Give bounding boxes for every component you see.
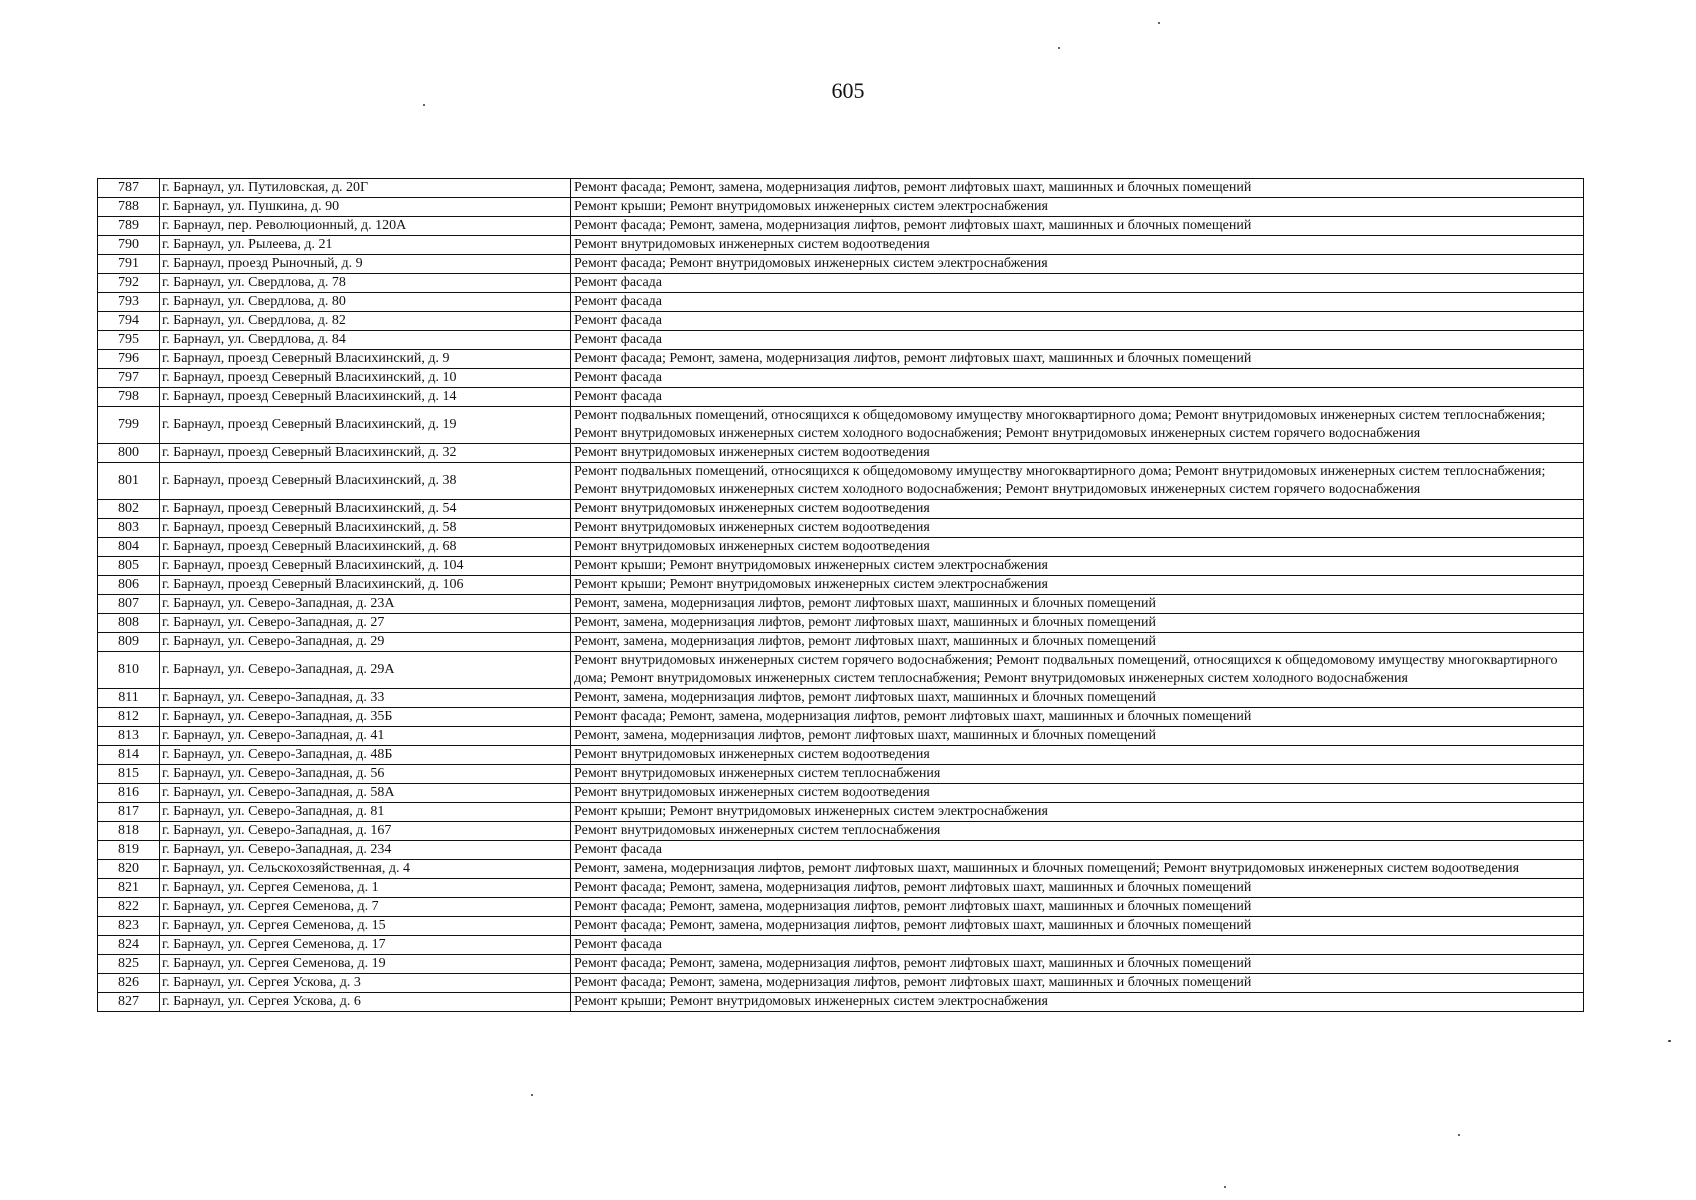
table-row [98, 179, 1584, 198]
row-number-cell: 827 [98, 993, 160, 1012]
work-type-cell: Ремонт внутридомовых инженерных систем водоотведения [571, 746, 1584, 765]
address-cell: г. Барнаул, проезд Северный Власихинский, д. 32 [160, 444, 571, 463]
row-number-cell: 796 [98, 350, 160, 369]
address-cell: г. Барнаул, пер. Революционный, д. 120А [160, 217, 571, 236]
scan-speck [1224, 1186, 1226, 1188]
work-type-cell: Ремонт фасада; Ремонт внутридомовых инженерных систем электроснабжения [571, 255, 1584, 274]
work-type-cell: Ремонт, замена, модернизация лифтов, ремонт лифтовых шахт, машинных и блочных помещений [571, 614, 1584, 633]
address-cell: г. Барнаул, ул. Северо-Западная, д. 81 [160, 803, 571, 822]
work-type-cell: Ремонт фасада; Ремонт, замена, модернизация лифтов, ремонт лифтовых шахт, машинных и блочных помещений [571, 217, 1584, 236]
work-type-cell: Ремонт фасада; Ремонт, замена, модернизация лифтов, ремонт лифтовых шахт, машинных и блочных помещений [571, 974, 1584, 993]
table-row [98, 633, 1584, 652]
address-cell: г. Барнаул, ул. Сергея Ускова, д. 6 [160, 993, 571, 1012]
table-row [98, 822, 1584, 841]
address-cell: г. Барнаул, ул. Сергея Семенова, д. 19 [160, 955, 571, 974]
table-row [98, 784, 1584, 803]
work-type-cell: Ремонт крыши; Ремонт внутридомовых инженерных систем электроснабжения [571, 576, 1584, 595]
work-type-cell: Ремонт подвальных помещений, относящихся к общедомовому имуществу многоквартирного дома; Ремонт внутридомовых инженерных систем теплоснабжения; Ремонт внутридомовых инженерных систем холодного водоснабжения; Ремонт внутридомовых инженерных систем горячего водоснабжения [571, 407, 1584, 444]
work-type-cell: Ремонт фасада [571, 274, 1584, 293]
scan-speck [1158, 22, 1160, 24]
row-number-cell: 802 [98, 500, 160, 519]
work-type-cell: Ремонт фасада; Ремонт, замена, модернизация лифтов, ремонт лифтовых шахт, машинных и блочных помещений [571, 898, 1584, 917]
row-number-cell: 812 [98, 708, 160, 727]
table-row [98, 765, 1584, 784]
work-type-cell: Ремонт крыши; Ремонт внутридомовых инженерных систем электроснабжения [571, 993, 1584, 1012]
work-type-cell: Ремонт фасада [571, 936, 1584, 955]
address-cell: г. Барнаул, ул. Северо-Западная, д. 41 [160, 727, 571, 746]
scan-speck [423, 104, 425, 106]
row-number-cell: 794 [98, 312, 160, 331]
row-number-cell: 809 [98, 633, 160, 652]
table-row [98, 708, 1584, 727]
work-type-cell: Ремонт внутридомовых инженерных систем водоотведения [571, 784, 1584, 803]
address-cell: г. Барнаул, проезд Северный Власихинский, д. 38 [160, 463, 571, 500]
row-number-cell: 804 [98, 538, 160, 557]
row-number-cell: 810 [98, 652, 160, 689]
address-cell: г. Барнаул, ул. Путиловская, д. 20Г [160, 179, 571, 198]
work-type-cell: Ремонт, замена, модернизация лифтов, ремонт лифтовых шахт, машинных и блочных помещений; Ремонт внутридомовых инженерных систем водоотведения [571, 860, 1584, 879]
table-row [98, 652, 1584, 689]
address-cell: г. Барнаул, проезд Северный Власихинский, д. 19 [160, 407, 571, 444]
row-number-cell: 806 [98, 576, 160, 595]
scan-speck [1458, 1134, 1460, 1136]
address-cell: г. Барнаул, ул. Северо-Западная, д. 56 [160, 765, 571, 784]
row-number-cell: 826 [98, 974, 160, 993]
row-number-cell: 823 [98, 917, 160, 936]
work-type-cell: Ремонт крыши; Ремонт внутридомовых инженерных систем электроснабжения [571, 198, 1584, 217]
table-row [98, 576, 1584, 595]
table-row [98, 595, 1584, 614]
works-table-body [98, 179, 1584, 1012]
address-cell: г. Барнаул, ул. Сергея Семенова, д. 7 [160, 898, 571, 917]
row-number-cell: 788 [98, 198, 160, 217]
row-number-cell: 819 [98, 841, 160, 860]
work-type-cell: Ремонт фасада [571, 369, 1584, 388]
table-row [98, 727, 1584, 746]
address-cell: г. Барнаул, ул. Сергея Семенова, д. 17 [160, 936, 571, 955]
row-number-cell: 798 [98, 388, 160, 407]
table-row [98, 614, 1584, 633]
scan-speck [1668, 1040, 1671, 1042]
row-number-cell: 787 [98, 179, 160, 198]
row-number-cell: 803 [98, 519, 160, 538]
table-row [98, 463, 1584, 500]
row-number-cell: 811 [98, 689, 160, 708]
row-number-cell: 792 [98, 274, 160, 293]
row-number-cell: 791 [98, 255, 160, 274]
address-cell: г. Барнаул, проезд Рыночный, д. 9 [160, 255, 571, 274]
works-table [97, 178, 1584, 1012]
row-number-cell: 799 [98, 407, 160, 444]
address-cell: г. Барнаул, проезд Северный Власихинский, д. 106 [160, 576, 571, 595]
row-number-cell: 807 [98, 595, 160, 614]
table-row [98, 388, 1584, 407]
address-cell: г. Барнаул, ул. Сергея Семенова, д. 1 [160, 879, 571, 898]
work-type-cell: Ремонт внутридомовых инженерных систем водоотведения [571, 500, 1584, 519]
address-cell: г. Барнаул, проезд Северный Власихинский, д. 104 [160, 557, 571, 576]
address-cell: г. Барнаул, проезд Северный Власихинский, д. 54 [160, 500, 571, 519]
work-type-cell: Ремонт фасада [571, 841, 1584, 860]
table-row [98, 500, 1584, 519]
work-type-cell: Ремонт фасада; Ремонт, замена, модернизация лифтов, ремонт лифтовых шахт, машинных и блочных помещений [571, 350, 1584, 369]
row-number-cell: 800 [98, 444, 160, 463]
works-table-container [97, 178, 1583, 1012]
table-row [98, 236, 1584, 255]
address-cell: г. Барнаул, ул. Северо-Западная, д. 234 [160, 841, 571, 860]
table-row [98, 955, 1584, 974]
address-cell: г. Барнаул, ул. Рылеева, д. 21 [160, 236, 571, 255]
address-cell: г. Барнаул, ул. Северо-Западная, д. 29А [160, 652, 571, 689]
work-type-cell: Ремонт внутридомовых инженерных систем водоотведения [571, 538, 1584, 557]
row-number-cell: 805 [98, 557, 160, 576]
address-cell: г. Барнаул, ул. Свердлова, д. 84 [160, 331, 571, 350]
address-cell: г. Барнаул, ул. Сергея Семенова, д. 15 [160, 917, 571, 936]
work-type-cell: Ремонт крыши; Ремонт внутридомовых инженерных систем электроснабжения [571, 557, 1584, 576]
address-cell: г. Барнаул, ул. Северо-Западная, д. 48Б [160, 746, 571, 765]
work-type-cell: Ремонт крыши; Ремонт внутридомовых инженерных систем электроснабжения [571, 803, 1584, 822]
table-row [98, 255, 1584, 274]
row-number-cell: 818 [98, 822, 160, 841]
work-type-cell: Ремонт фасада; Ремонт, замена, модернизация лифтов, ремонт лифтовых шахт, машинных и блочных помещений [571, 879, 1584, 898]
row-number-cell: 789 [98, 217, 160, 236]
address-cell: г. Барнаул, ул. Свердлова, д. 82 [160, 312, 571, 331]
page-number: 605 [831, 78, 865, 103]
work-type-cell: Ремонт внутридомовых инженерных систем водоотведения [571, 444, 1584, 463]
work-type-cell: Ремонт внутридомовых инженерных систем горячего водоснабжения; Ремонт подвальных помещений, относящихся к общедомовому имуществу многоквартирного дома; Ремонт внутридомовых инженерных систем теплоснабжения; Ремонт внутридомовых инженерных систем холодного водоснабжения [571, 652, 1584, 689]
work-type-cell: Ремонт фасада; Ремонт, замена, модернизация лифтов, ремонт лифтовых шахт, машинных и блочных помещений [571, 955, 1584, 974]
table-row [98, 860, 1584, 879]
work-type-cell: Ремонт фасада [571, 331, 1584, 350]
row-number-cell: 813 [98, 727, 160, 746]
row-number-cell: 815 [98, 765, 160, 784]
row-number-cell: 814 [98, 746, 160, 765]
address-cell: г. Барнаул, ул. Сельскохозяйственная, д. 4 [160, 860, 571, 879]
table-row [98, 538, 1584, 557]
row-number-cell: 797 [98, 369, 160, 388]
table-row [98, 444, 1584, 463]
work-type-cell: Ремонт, замена, модернизация лифтов, ремонт лифтовых шахт, машинных и блочных помещений [571, 689, 1584, 708]
address-cell: г. Барнаул, ул. Пушкина, д. 90 [160, 198, 571, 217]
table-row [98, 217, 1584, 236]
scan-speck [1058, 47, 1060, 49]
table-row [98, 841, 1584, 860]
work-type-cell: Ремонт внутридомовых инженерных систем теплоснабжения [571, 765, 1584, 784]
table-row [98, 746, 1584, 765]
table-row [98, 917, 1584, 936]
work-type-cell: Ремонт фасада; Ремонт, замена, модернизация лифтов, ремонт лифтовых шахт, машинных и блочных помещений [571, 917, 1584, 936]
table-row [98, 350, 1584, 369]
row-number-cell: 801 [98, 463, 160, 500]
address-cell: г. Барнаул, ул. Сергея Ускова, д. 3 [160, 974, 571, 993]
work-type-cell: Ремонт, замена, модернизация лифтов, ремонт лифтовых шахт, машинных и блочных помещений [571, 595, 1584, 614]
address-cell: г. Барнаул, ул. Северо-Западная, д. 58А [160, 784, 571, 803]
row-number-cell: 808 [98, 614, 160, 633]
address-cell: г. Барнаул, ул. Северо-Западная, д. 33 [160, 689, 571, 708]
work-type-cell: Ремонт внутридомовых инженерных систем водоотведения [571, 519, 1584, 538]
address-cell: г. Барнаул, ул. Северо-Западная, д. 167 [160, 822, 571, 841]
work-type-cell: Ремонт внутридомовых инженерных систем водоотведения [571, 236, 1584, 255]
table-row [98, 519, 1584, 538]
work-type-cell: Ремонт фасада [571, 312, 1584, 331]
table-row [98, 407, 1584, 444]
work-type-cell: Ремонт, замена, модернизация лифтов, ремонт лифтовых шахт, машинных и блочных помещений [571, 633, 1584, 652]
table-row [98, 974, 1584, 993]
address-cell: г. Барнаул, ул. Северо-Западная, д. 35Б [160, 708, 571, 727]
work-type-cell: Ремонт подвальных помещений, относящихся к общедомовому имуществу многоквартирного дома; Ремонт внутридомовых инженерных систем теплоснабжения; Ремонт внутридомовых инженерных систем холодного водоснабжения; Ремонт внутридомовых инженерных систем горячего водоснабжения [571, 463, 1584, 500]
work-type-cell: Ремонт внутридомовых инженерных систем теплоснабжения [571, 822, 1584, 841]
work-type-cell: Ремонт фасада [571, 388, 1584, 407]
row-number-cell: 793 [98, 293, 160, 312]
scan-speck [531, 1094, 533, 1096]
row-number-cell: 822 [98, 898, 160, 917]
table-row [98, 936, 1584, 955]
table-row [98, 312, 1584, 331]
address-cell: г. Барнаул, проезд Северный Власихинский, д. 9 [160, 350, 571, 369]
table-row [98, 557, 1584, 576]
address-cell: г. Барнаул, проезд Северный Власихинский, д. 58 [160, 519, 571, 538]
work-type-cell: Ремонт фасада; Ремонт, замена, модернизация лифтов, ремонт лифтовых шахт, машинных и блочных помещений [571, 708, 1584, 727]
row-number-cell: 820 [98, 860, 160, 879]
address-cell: г. Барнаул, проезд Северный Власихинский, д. 10 [160, 369, 571, 388]
table-row [98, 293, 1584, 312]
table-row [98, 198, 1584, 217]
table-row [98, 803, 1584, 822]
table-row [98, 689, 1584, 708]
row-number-cell: 795 [98, 331, 160, 350]
address-cell: г. Барнаул, проезд Северный Власихинский, д. 14 [160, 388, 571, 407]
table-row [98, 331, 1584, 350]
table-row [98, 274, 1584, 293]
row-number-cell: 790 [98, 236, 160, 255]
work-type-cell: Ремонт фасада; Ремонт, замена, модернизация лифтов, ремонт лифтовых шахт, машинных и блочных помещений [571, 179, 1584, 198]
work-type-cell: Ремонт фасада [571, 293, 1584, 312]
address-cell: г. Барнаул, ул. Северо-Западная, д. 27 [160, 614, 571, 633]
row-number-cell: 824 [98, 936, 160, 955]
address-cell: г. Барнаул, ул. Свердлова, д. 78 [160, 274, 571, 293]
row-number-cell: 821 [98, 879, 160, 898]
address-cell: г. Барнаул, ул. Свердлова, д. 80 [160, 293, 571, 312]
table-row [98, 993, 1584, 1012]
table-row [98, 879, 1584, 898]
address-cell: г. Барнаул, ул. Северо-Западная, д. 23А [160, 595, 571, 614]
address-cell: г. Барнаул, проезд Северный Власихинский, д. 68 [160, 538, 571, 557]
row-number-cell: 816 [98, 784, 160, 803]
work-type-cell: Ремонт, замена, модернизация лифтов, ремонт лифтовых шахт, машинных и блочных помещений [571, 727, 1584, 746]
row-number-cell: 825 [98, 955, 160, 974]
row-number-cell: 817 [98, 803, 160, 822]
table-row [98, 369, 1584, 388]
address-cell: г. Барнаул, ул. Северо-Западная, д. 29 [160, 633, 571, 652]
table-row [98, 898, 1584, 917]
